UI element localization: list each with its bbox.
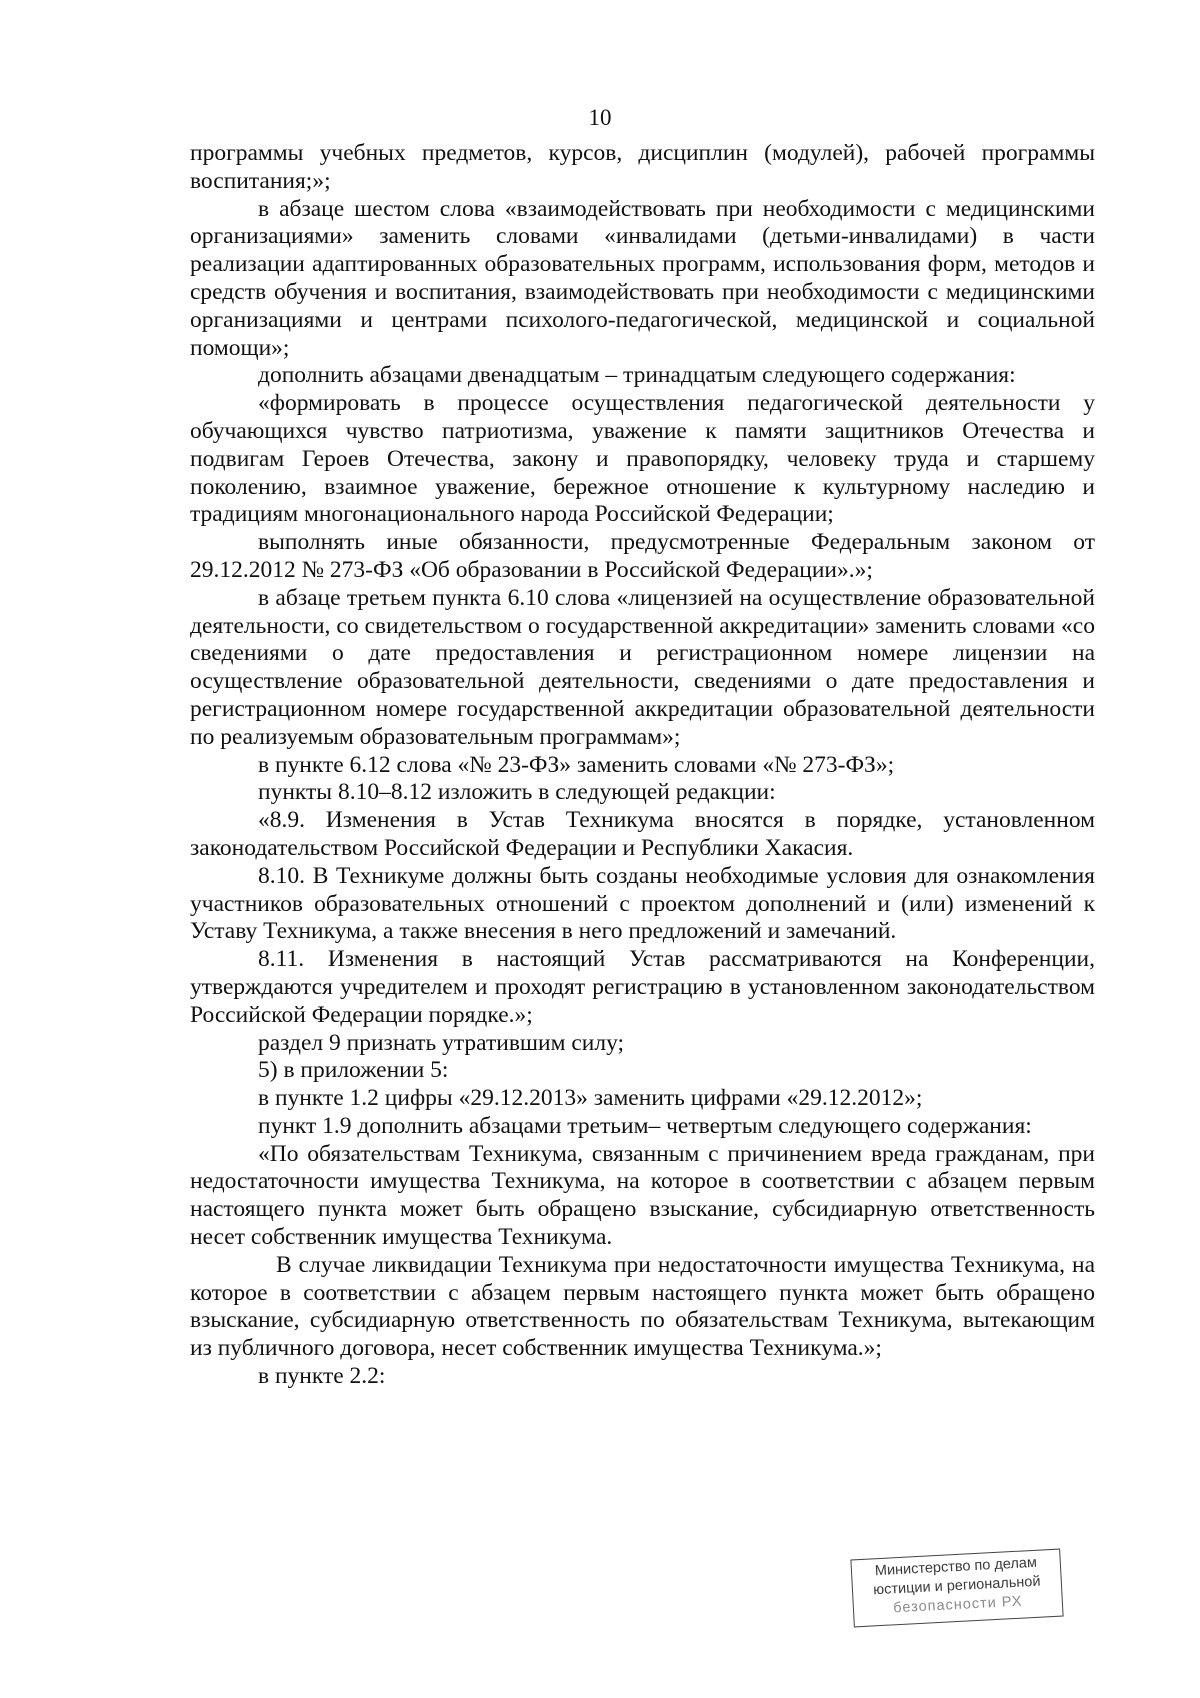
paragraph-13: 5) в приложении 5: [258,1057,449,1084]
paragraph-14: в пункте 1.2 цифры «29.12.2013» заменить цифрами «29.12.2012»; [258,1085,923,1112]
paragraph-10: 8.10. В Техникуме должны быть созданы необходимые условия для ознакомления участников образовательных отношений с проектом дополнений и (или) изменений к Уставу Техникума, а также внесения в него предложений и замечаний. [190,862,1095,945]
stamp-line-1: Министерство по делам [874,1554,1038,1580]
stamp-line-2: юстиции и региональной [872,1573,1041,1599]
registration-stamp [850,1549,1063,1628]
paragraph-4: «формировать в процессе осуществления педагогической деятельности у обучающихся чувство патриотизма, уважение к памяти защитников Отечества и подвигам Героев Отечества, закону и правопорядку, человеку труда и старшему поколению, взаимное уважение, бережное отношение к культурному наследию и традициям многонационального народа Российской Федерации; [190,390,1095,528]
paragraph-18: в пункте 2.2: [258,1363,386,1390]
paragraph-1: программы учебных предметов, курсов, дисциплин (модулей), рабочей программы воспитания;»; [190,140,1095,194]
stamp-line-3: безопасности РХ [892,1593,1023,1617]
paragraph-6: в абзаце третьем пункта 6.10 слова «лицензией на осуществление образовательной деятельности, со свидетельством о государственной аккредитации» заменить словами «со сведениями о дате предоставления и регистрационном номере лицензии на осуществление образовательной деятельности, сведениями о дате предоставления и регистрационном номере государственной аккредитации образовательной деятельности по реализуемым образовательным программам»; [190,584,1095,750]
paragraph-2: в абзаце шестом слова «взаимодействовать при необходимости с медицинскими организациями» заменить словами «инвалидами (детьми-инвалидами) в части реализации адаптированных образовательных программ, использования форм, методов и средств обучения и воспитания, взаимодействовать при необходимости с медицинскими организациями и центрами психолого-педагогической, медицинской и социальной помощи»; [190,195,1095,361]
paragraph-8: пункты 8.10–8.12 изложить в следующей редакции: [258,779,776,806]
page-number: 10 [588,105,612,130]
paragraph-5: выполнять иные обязанности, предусмотренные Федеральным законом от 29.12.2012 № 273-ФЗ «Об образовании в Российской Федерации».»; [190,529,1095,583]
paragraph-9: «8.9. Изменения в Устав Техникума вносятся в порядке, установленном законодательством Российской Федерации и Республики Хакасия. [190,807,1095,861]
document-body [190,140,1095,1391]
paragraph-12: раздел 9 признать утратившим силу; [258,1029,625,1056]
paragraph-11: 8.11. Изменения в настоящий Устав рассматриваются на Конференции, утверждаются учредителем и проходят регистрацию в установленном законодательством Российской Федерации порядке.»; [190,946,1095,1028]
paragraph-15: пункт 1.9 дополнить абзацами третьим– четвертым следующего содержания: [258,1112,1032,1139]
paragraph-7: в пункте 6.12 слова «№ 23-ФЗ» заменить словами «№ 273-ФЗ»; [258,751,895,778]
paragraph-3: дополнить абзацами двенадцатым – тринадцатым следующего содержания: [258,362,1016,389]
paragraph-16: «По обязательствам Техникума, связанным с причинением вреда гражданам, при недостаточности имущества Техникума, на которое в соответствии с абзацем первым настоящего пункта может быть обращено взыскание, субсидиарную ответственность несет собственник имущества Техникума. [190,1140,1095,1251]
paragraph-17: В случае ликвидации Техникума при недостаточности имущества Техникума, на которое в соответствии с абзацем первым настоящего пункта может быть обращено взыскание, субсидиарную ответственность по обязательствам Техникума, вытекающим из публичного договора, несет собственник имущества Техникума.»; [190,1251,1095,1362]
